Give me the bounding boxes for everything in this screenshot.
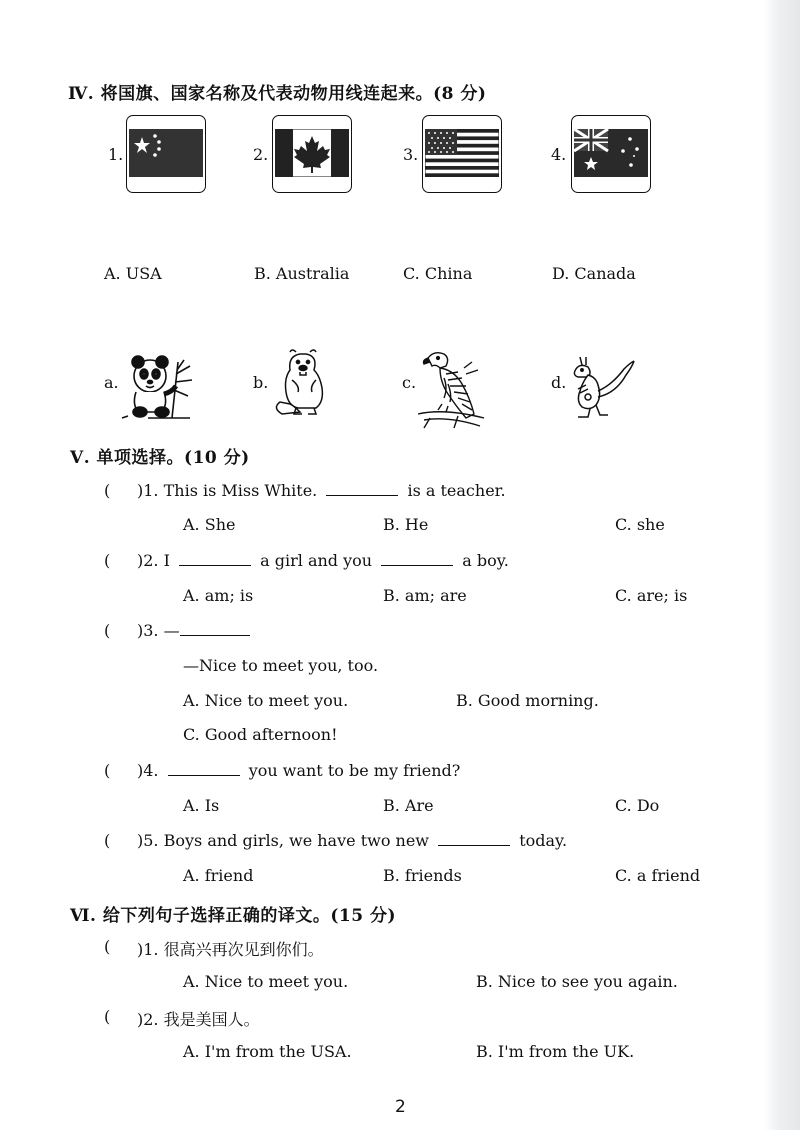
q5-2-stem [137,551,509,570]
q5-4-option-b[interactable]: B. Are [383,796,434,815]
page-number: 2 [395,1097,406,1117]
q5-5-tail: today. [519,831,568,850]
q5-1-option-b[interactable]: B. He [383,515,429,534]
q5-1-option-a[interactable]: A. She [183,515,236,534]
q5-4-stem [137,761,460,780]
q5-5-option-a[interactable]: A. friend [183,866,254,885]
q5-3-paren[interactable]: ( [104,621,111,640]
q5-2-paren[interactable]: ( [104,551,111,570]
q5-4-text: )4. [137,761,159,780]
q5-1-text: )1. This is Miss White. [137,481,318,500]
q6-1-paren[interactable]: ( [104,937,111,956]
country-d: D. Canada [552,264,636,283]
q5-1-tail: is a teacher. [407,481,506,500]
q5-1-option-c[interactable]: C. she [615,515,665,534]
animal-c-label: c. [402,373,417,392]
q5-1-paren[interactable]: ( [104,481,111,500]
q6-2-option-b[interactable]: B. I'm from the UK. [476,1042,635,1061]
q5-5-option-b[interactable]: B. friends [383,866,462,885]
q5-1-blank[interactable] [326,481,398,496]
q6-1-option-b[interactable]: B. Nice to see you again. [476,972,678,991]
q5-1-stem [137,481,506,500]
q5-2-option-b[interactable]: B. am; are [383,586,467,605]
q5-3-option-c[interactable]: C. Good afternoon! [183,725,338,744]
q5-4-option-c[interactable]: C. Do [615,796,660,815]
q6-1-option-a[interactable]: A. Nice to meet you. [183,972,349,991]
q5-4-tail: you want to be my friend? [248,761,461,780]
q5-3-text: )3. — [137,621,180,640]
q6-2-text: )2. 我是美国人。 [137,1010,260,1029]
beaver-icon [270,348,336,418]
flag-1-label: 1. [108,145,124,164]
flag-4-label: 4. [551,145,567,164]
usa-flag-icon [422,115,502,193]
q5-2-text: )2. I [137,551,170,570]
section-5-title: Ⅴ. 单项选择。(10 分) [70,448,250,468]
q5-5-stem [137,831,567,850]
q5-2-option-c[interactable]: C. are; is [615,586,688,605]
animal-d-label: d. [551,373,567,392]
q5-2-blank-2[interactable] [381,551,453,566]
animal-b-label: b. [253,373,269,392]
country-a: A. USA [104,264,162,283]
section-6-title: Ⅵ. 给下列句子选择正确的译文。(15 分) [70,906,397,926]
canada-flag-icon [272,115,352,193]
q5-4-option-a[interactable]: A. Is [183,796,220,815]
china-flag-icon [126,115,206,193]
q5-4-paren[interactable]: ( [104,761,111,780]
q5-5-blank[interactable] [438,831,510,846]
animal-a-label: a. [104,373,119,392]
q6-2-paren[interactable]: ( [104,1007,111,1026]
page-edge-shadow [764,0,800,1130]
country-c: C. China [403,264,473,283]
q5-2-mid: a girl and you [260,551,373,570]
q5-5-option-c[interactable]: C. a friend [615,866,701,885]
section-4-title: Ⅳ. 将国旗、国家名称及代表动物用线连起来。(8 分) [68,84,487,104]
q5-2-blank-1[interactable] [179,551,251,566]
flag-3-label: 3. [403,145,419,164]
q5-2-tail: a boy. [462,551,509,570]
australia-flag-icon [571,115,651,193]
q5-3-stem [137,621,250,640]
kangaroo-icon [568,355,638,419]
q5-3-option-a[interactable]: A. Nice to meet you. [183,691,349,710]
eagle-icon [414,348,488,430]
q5-3-blank[interactable] [180,621,250,636]
q6-2-option-a[interactable]: A. I'm from the USA. [183,1042,352,1061]
q6-1-text: )1. 很高兴再次见到你们。 [137,940,324,959]
q5-5-text: )5. Boys and girls, we have two new [137,831,429,850]
panda-icon [118,352,198,420]
country-b: B. Australia [254,264,350,283]
q5-4-blank[interactable] [168,761,240,776]
q5-2-option-a[interactable]: A. am; is [183,586,254,605]
q5-3-reply: —Nice to meet you, too. [183,656,379,675]
flag-2-label: 2. [253,145,269,164]
q5-5-paren[interactable]: ( [104,831,111,850]
q5-3-option-b[interactable]: B. Good morning. [456,691,599,710]
